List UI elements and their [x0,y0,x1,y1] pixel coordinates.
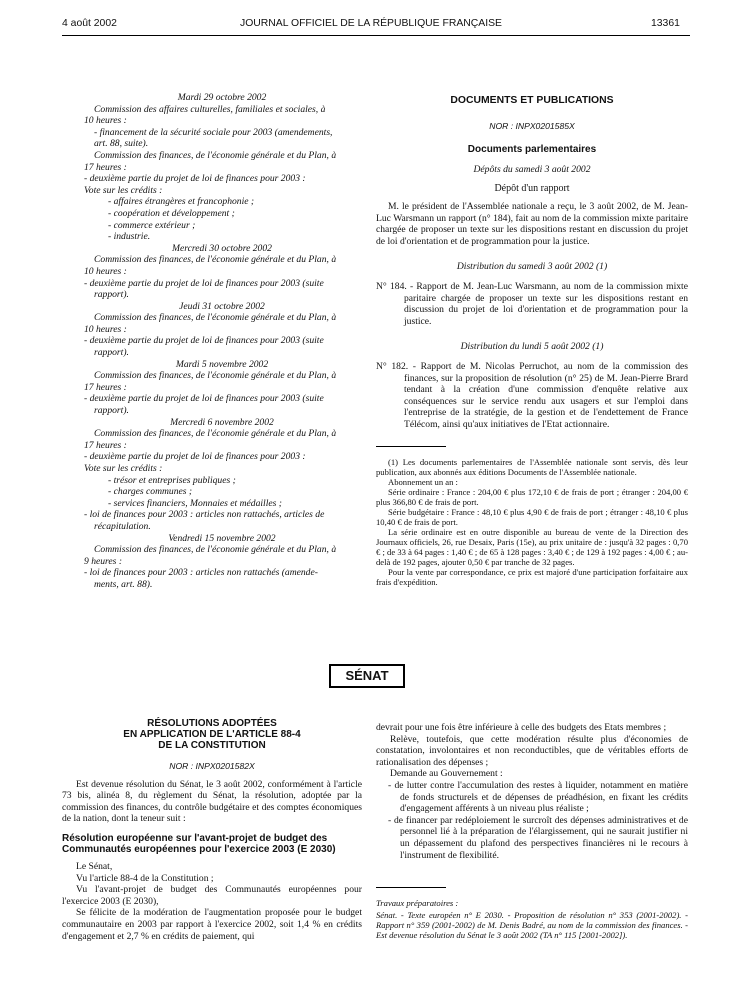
footnote: Série budgétaire : France : 48,10 € plus 4,90 € de frais de port ; étranger : 48,10 € plus 10,40 € de frais de port. [376,507,688,528]
text-line: - deuxième partie du projet de loi de finances pour 2003 (suite [84,335,324,347]
text-line: - loi de finances pour 2003 : articles non rattachés (amende- [84,567,318,579]
text-line: - financement de la sécurité sociale pour 2003 (amendements, [94,126,333,138]
left-column [84,92,360,591]
bottom-right-column [376,722,688,940]
text-line: Commission des finances, de l'économie générale et du Plan, à [94,149,337,161]
text-line: rapport). [94,405,129,417]
footnote-rule [376,887,446,888]
resolutions-title: RÉSOLUTIONS ADOPTÉES [147,718,277,729]
section-date: Vendredi 15 novembre 2002 [168,532,276,544]
header-date: 4 août 2002 [62,18,117,29]
depots-date: Dépôts du samedi 3 août 2002 [473,163,591,175]
text-line: - industrie. [108,231,151,243]
section-date: Mardi 29 octobre 2002 [177,92,267,103]
section-date: Mercredi 30 octobre 2002 [172,242,272,254]
text-line: - charges communes ; [108,486,193,498]
text-line: 17 heures : [84,381,127,393]
paragraph: M. le président de l'Assemblée nationale a reçu, le 3 août 2002, de M. Jean-Luc Warsmann un rapport (n° 184), fait au nom de la commission mixte paritaire chargée de proposer un texte sur les dispositions restant en discussion du projet de loi d'orientation et de programmation pour la justice. [376,200,688,247]
section-date: Mardi 5 novembre 2002 [175,358,269,370]
footnote: Abonnement un an : [388,477,458,488]
text-line: Commission des affaires culturelles, familiales et sociales, à [94,103,326,115]
distribution-date: Distribution du lundi 5 août 2002 (1) [460,341,604,353]
depot-heading: Dépôt d'un rapport [494,183,570,195]
paragraph: Le Sénat, [76,860,113,872]
senat-heading: SÉNAT [329,664,405,688]
text-line: art. 88, suite). [94,138,149,150]
travaux-text: Sénat. - Texte européen n° E 2030. - Proposition de résolution n° 353 (2001-2002). - Rapport n° 359 (2001-2002) de M. Denis Badré, au nom de la commission des finances. - Est devenue résolution du Sénat le 3 août 2002 (TA n° 115 [2001-2002]). [376,910,688,941]
text-line: Commission des finances, de l'économie générale et du Plan, à [94,370,337,382]
paragraph: devrait pour une fois être inférieure à celle des budgets des Etats membres ; [376,722,667,733]
text-line: 10 heures : [84,323,127,335]
distribution-date: Distribution du samedi 3 août 2002 (1) [456,261,608,273]
footnote: Pour la vente par correspondance, ce prix est majoré d'une participation forfaitaire aux frais d'expédition. [376,567,688,588]
bottom-left-column [62,718,362,942]
section-date: Jeudi 31 octobre 2002 [179,300,265,312]
paragraph: Relève, toutefois, que cette modération résulte plus d'économies de constatation, involontaires et non reconductibles, que de véritables efforts de rationalisation des dépenses ; [376,733,688,768]
paragraph: Est devenue résolution du Sénat, le 3 août 2002, conformément à l'article 73 bis, alinéa 8, du règlement du Sénat, la résolution, adoptée par la commission des finances, du contrôle budgétaire et des comptes économiques de la nation, dont la teneur suit : [62,778,362,825]
text-line: - affaires étrangères et francophonie ; [108,196,255,208]
text-line: Commission des finances, de l'économie générale et du Plan, à [94,544,337,556]
text-line: Commission des finances, de l'économie générale et du Plan, à [94,428,337,440]
footnote: (1) Les documents parlementaires de l'Assemblée nationale sont servis, dès leur publication, aux abonnés aux éditions Documents de l'Assemblée nationale. [376,457,688,478]
text-line: 9 heures : [84,555,123,567]
text-line: Vote sur les crédits : [84,184,163,196]
section-date: Mercredi 6 novembre 2002 [170,416,274,428]
text-line: ments, art. 88). [94,578,153,590]
list-item: - de lutter contre l'accumulation des restes à liquider, notamment en matière de fonds structurels et de dépenses de préadhésion, en fixant les crédits d'engagement afférents à un niveau plus réaliste ; [388,779,688,815]
text-line: récapitulation. [94,520,151,532]
nor-reference: NOR : INPX0201585X [489,120,575,131]
resolution-title: Résolution européenne sur l'avant-projet de budget des Communautés européennes pour l'exercice 2003 (E 2030) [62,832,336,855]
paragraph: Se félicite de la modération de l'augmentation proposée pour le budget communautaire en 2003 par rapport à l'exercice 2002, soit 1,4 % en crédits d'engagement et 2,7 % en crédits de paiement, qui [62,907,362,942]
text-line: - deuxième partie du projet de loi de finances pour 2003 : [84,451,306,463]
footnote: La série ordinaire est en outre disponible au bureau de vente de la Direction des Journaux officiels, 26, rue Desaix, Paris (15e), au prix unitaire de : jusqu'à 32 pages : 0,70 € ; de 33 à 64 pages : 1,40 € ; de 65 à 128 pages : 3,40 € ; de 129 à 192 pages : 4,00 € ; au-delà de 192 pages, ajouter 0,50 € par tranche de 32 pages. [376,527,688,568]
footnote-rule [376,446,446,447]
text-line: 10 heures : [84,115,127,127]
text-line: rapport). [94,347,129,359]
resolutions-title: DE LA CONSTITUTION [158,740,266,751]
text-line: Vote sur les crédits : [84,463,163,474]
travaux-title: Travaux préparatoires : [376,898,459,909]
list-item: - de financer par redéploiement le surcroît des dépenses administratives et de personnel lié à la préparation de l'élargissement, qui ne saurait justifier ni un dépassement du plafond des perspectives financières ni le recours à l'instrument de flexibilité. [388,814,688,861]
text-line: - deuxième partie du projet de loi de finances pour 2003 (suite [84,393,324,405]
text-line: 17 heures : [84,439,127,451]
section-title: DOCUMENTS ET PUBLICATIONS [450,95,614,106]
text-line: 10 heures : [84,265,127,277]
text-line: - services financiers, Monnaies et médailles ; [108,497,282,509]
nor-reference: NOR : INPX0201582X [169,761,255,771]
paragraph: Demande au Gouvernement : [390,768,503,780]
text-line: - loi de finances pour 2003 : articles non rattachés, articles de [84,509,325,521]
paragraph: Vu l'avant-projet de budget des Communautés européennes pour l'exercice 2003 (E 2030), [62,884,362,907]
text-line: rapport). [94,289,129,301]
header-journal: JOURNAL OFFICIEL DE LA RÉPUBLIQUE FRANÇAISE [240,18,502,29]
report-entry: N° 184. - Rapport de M. Jean-Luc Warsmann, au nom de la commission mixte paritaire chargée de proposer un texte sur les dispositions restant en discussion du projet de loi d'orientation et de programmation pour la justice. [376,280,688,327]
right-column [376,95,688,587]
text-line: Commission des finances, de l'économie générale et du Plan, à [94,254,337,266]
resolutions-title: EN APPLICATION DE L'ARTICLE 88-4 [123,729,301,740]
header-page: 13361 [651,18,680,29]
text-line: - deuxième partie du projet de loi de finances pour 2003 (suite [84,277,324,289]
paragraph: Vu l'article 88-4 de la Constitution ; [76,872,214,884]
footnote: Série ordinaire : France : 204,00 € plus 172,10 € de frais de port ; étranger : 204,00 € plus 366,80 € de frais de port. [376,487,688,508]
text-line: Commission des finances, de l'économie générale et du Plan, à [94,312,337,324]
text-line: - commerce extérieur ; [108,219,196,231]
header-rule [62,35,690,36]
text-line: - trésor et entreprises publiques ; [108,474,236,486]
subsection-title: Documents parlementaires [467,144,597,156]
text-line: - deuxième partie du projet de loi de finances pour 2003 : [84,173,306,185]
text-line: - coopération et développement ; [108,207,235,219]
text-line: 17 heures : [84,161,127,173]
report-entry: N° 182. - Rapport de M. Nicolas Perruchot, au nom de la commission des finances, sur la proposition de résolution (n° 25) de M. Jean-Pierre Brard tendant à la création d'une commission d'enquête relative aux conséquences sur le service rendu aux usagers et sur l'emploi dans l'entreprise de la stratégie, de la gestion et de l'endettement de France Télécom, ainsi qu'aux initiatives de l'Etat actionnaire. [376,360,688,430]
